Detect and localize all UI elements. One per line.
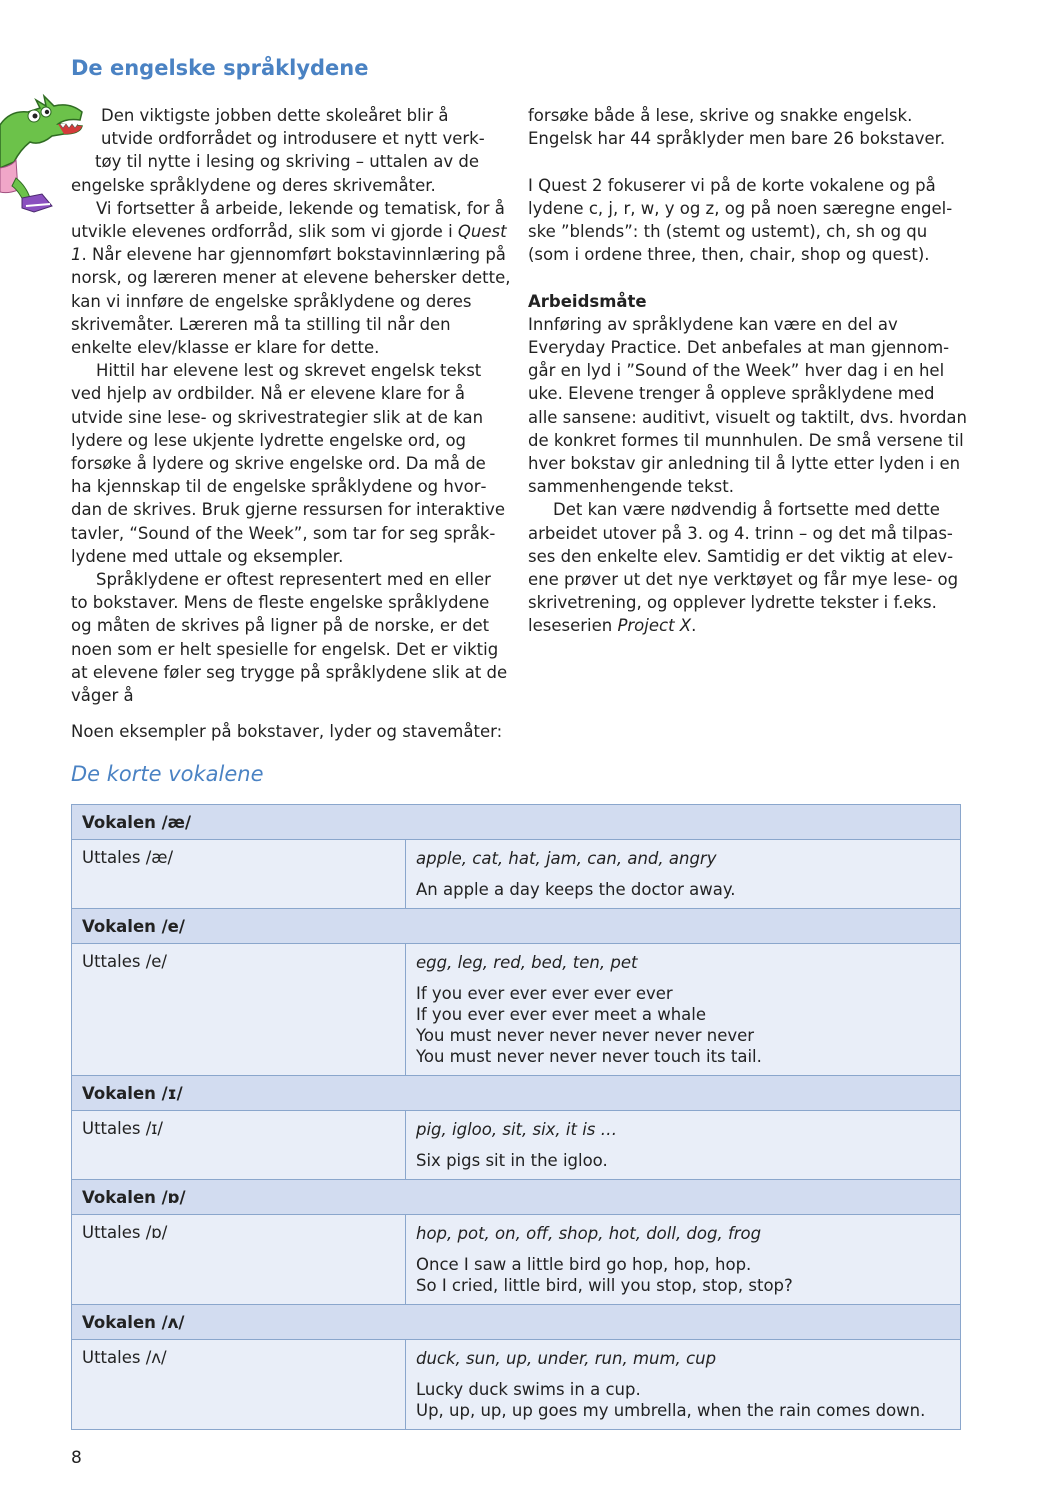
verse-line: Lucky duck swims in a cup.: [416, 1380, 641, 1399]
intro-line-4: engelske språklydene og deres skrivemåter.: [71, 175, 436, 195]
verse-line: Six pigs sit in the igloo.: [416, 1151, 608, 1170]
example-words: duck, sun, up, under, run, mum, cup: [416, 1349, 717, 1368]
vowel-row: [72, 1111, 961, 1180]
page-title: De engelske språklydene: [71, 56, 369, 80]
vowel-header-row: [72, 805, 961, 840]
paragraph: Hittil har elevene lest og skrevet engelsk tekst ved hjelp av ordbilder. Nå er elevene klare for å utvide sine lese- og skrivestrategier slik at de kan lydere og lese ukjente lydrette engelske ord, og forsøke å lydere og skrive engelske ord. Da må de ha kjennskap til de engelske språklydene og hvordan de skrives. Bruk gjerne ressursen for interaktive tavler, “Sound of the Week”, som tar for seg språklydene med uttale og eksempler.: [71, 361, 506, 566]
example-verse: [416, 1379, 950, 1421]
verse-line: You must never never never touch its tail.: [416, 1047, 762, 1066]
verse-line: You must never never never never never: [416, 1026, 755, 1045]
paragraph: Språklydene er oftest representert med en eller to bokstaver. Mens de fleste engelske språklydene og måten de skrives på ligner på de norske, er det noen som er helt spesielle for engelsk. Det er viktig at elevene føler seg trygge på språklydene slik at de våger å: [71, 570, 508, 706]
vowel-examples: [406, 1215, 961, 1305]
example-verse: [416, 1150, 950, 1171]
paragraph-text: Det kan være nødvendig å fortsette med dette arbeidet utover på 3. og 4. trinn – og det må tilpasses den enkelte elev. Samtidig er det viktig at elevene prøver ut det nye verktøyet og får mye lese- og skrivetrening, og opplever lydrette tekster i f.eks. leseserien: [528, 500, 959, 636]
vowel-header: Vokalen /æ/: [72, 805, 961, 840]
pronunciation-label: Uttales /ɪ/: [72, 1111, 406, 1180]
vowel-row: [72, 840, 961, 909]
intro-line-2: utvide ordforrådet og introdusere et nytt verk-: [101, 129, 485, 149]
verse-line: Once I saw a little bird go hop, hop, hop.: [416, 1255, 752, 1274]
vowel-examples: [406, 1111, 961, 1180]
vowel-examples: [406, 840, 961, 909]
vowel-header: Vokalen /ʌ/: [72, 1305, 961, 1340]
example-words: apple, cat, hat, jam, can, and, angry: [416, 849, 717, 868]
intro-line-1: Den viktigste jobben dette skoleåret blir å: [101, 106, 449, 125]
verse-line: So I cried, little bird, will you stop, stop, stop?: [416, 1276, 793, 1295]
verse-line: If you ever ever ever meet a whale: [416, 1005, 707, 1024]
paragraph-text: . Når elevene har gjennomført bokstavinnlæring på norsk, og læreren mener at elevene behersker dette, kan vi innføre de engelske språklydene og deres skrivemåter. Læreren må ta stilling til når den enkelte elev/klasse er klare for dette.: [71, 245, 511, 358]
pronunciation-label: Uttales /ʌ/: [72, 1340, 406, 1430]
intro-line-3: tøy til nytte i lesing og skriving – uttalen av de: [95, 152, 479, 172]
vowel-row: [72, 1215, 961, 1305]
paragraph: [71, 197, 511, 359]
paragraph-text: .: [691, 616, 697, 636]
page-number: 8: [71, 1448, 82, 1468]
example-words: pig, igloo, sit, six, it is …: [416, 1120, 618, 1139]
paragraph: I Quest 2 fokuserer vi på de korte vokalene og på lydene c, j, r, w, y og z, og på noen særegne engelske ”blends”: th (stemt og ustemt), ch, sh og qu (som i ordene three, then, chair, shop og quest).: [528, 175, 953, 265]
paragraph-text: Vi fortsetter å arbeide, lekende og tematisk, for å utvikle elevenes ordforråd, slik som vi gjorde i: [71, 198, 505, 242]
verse-line: Up, up, up, up goes my umbrella, when the rain comes down.: [416, 1401, 926, 1420]
pronunciation-label: Uttales /e/: [72, 944, 406, 1076]
verse-line: An apple a day keeps the doctor away.: [416, 880, 736, 899]
example-words: hop, pot, on, off, shop, hot, doll, dog, frog: [416, 1224, 762, 1243]
paragraph: Innføring av språklydene kan være en del av Everyday Practice. Det anbefales at man gjennomgår en lyd i ”Sound of the Week” hver dag i en hel uke. Elevene trenger å oppleve språklydene med alle sansene: auditivt, visuelt og taktilt, dvs. hvordan de konkret formes til munnhulen. De små versene til hver bokstav gir anledning til å lytte etter lyden i en sammenhengende tekst.: [528, 314, 967, 497]
paragraph: [528, 498, 968, 637]
vowel-header: Vokalen /ɪ/: [72, 1076, 961, 1111]
vowel-header-row: [72, 1076, 961, 1111]
vowel-header-row: [72, 1180, 961, 1215]
vowel-row: [72, 944, 961, 1076]
vowels-table: [71, 804, 961, 1430]
pronunciation-label: Uttales /æ/: [72, 840, 406, 909]
spacer: [528, 150, 968, 173]
vowel-examples: [406, 944, 961, 1076]
section-subheading: Arbeidsmåte: [528, 291, 647, 311]
paragraph: forsøke både å lese, skrive og snakke engelsk. Engelsk har 44 språklyder men bare 26 bokstaver.: [528, 106, 946, 149]
pronunciation-label: Uttales /ɒ/: [72, 1215, 406, 1305]
vowel-row: [72, 1340, 961, 1430]
vowel-header-row: [72, 1305, 961, 1340]
right-column: [528, 104, 968, 638]
examples-intro: Noen eksempler på bokstaver, lyder og stavemåter:: [71, 722, 503, 741]
book-title: Project X: [617, 616, 692, 636]
example-verse: [416, 1254, 950, 1296]
left-column: [71, 104, 511, 707]
vowel-header: Vokalen /e/: [72, 909, 961, 944]
vowel-header-row: [72, 909, 961, 944]
vowel-header: Vokalen /ɒ/: [72, 1180, 961, 1215]
book-title: Quest 1: [71, 222, 507, 265]
vowel-examples: [406, 1340, 961, 1430]
section-title: De korte vokalene: [71, 762, 264, 786]
example-words: egg, leg, red, bed, ten, pet: [416, 953, 638, 972]
example-verse: [416, 879, 950, 900]
verse-line: If you ever ever ever ever ever: [416, 984, 673, 1003]
spacer: [528, 266, 968, 289]
example-verse: [416, 983, 950, 1067]
